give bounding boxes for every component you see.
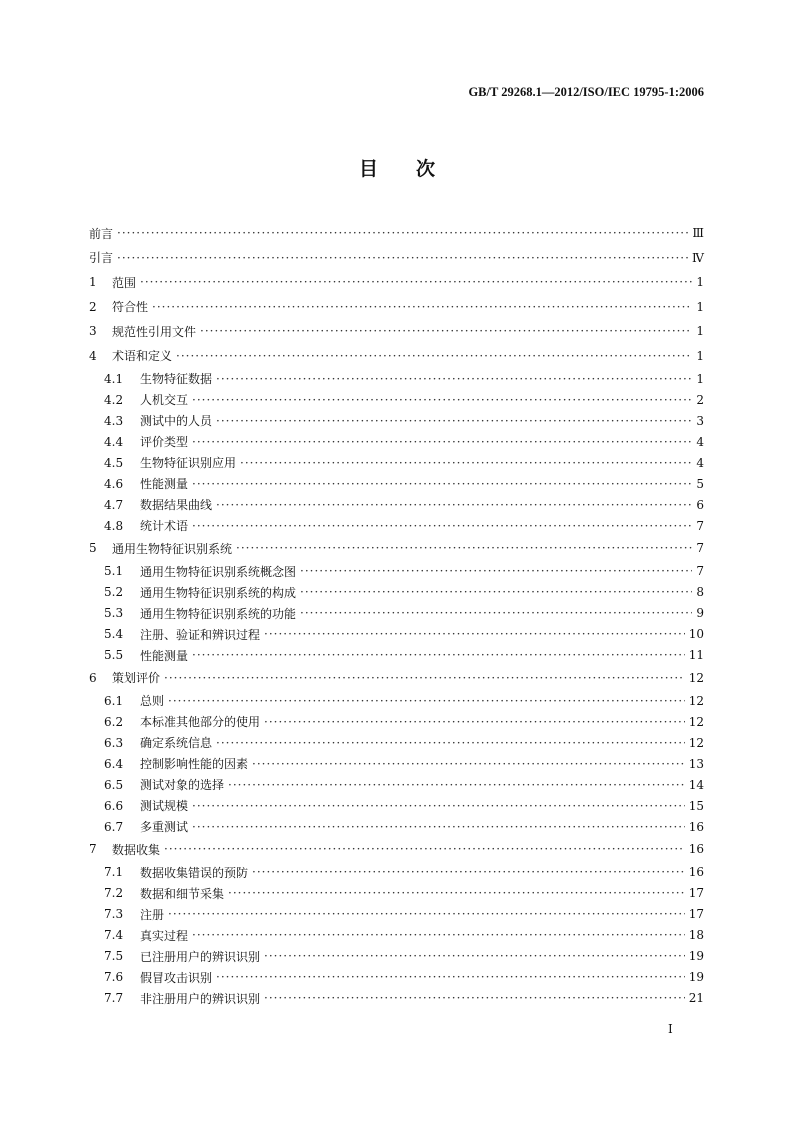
- toc-entry-title: 规范性引用文件: [112, 324, 197, 339]
- toc-entry-title: 范围: [112, 275, 137, 290]
- toc-entry-page: Ⅳ: [692, 250, 704, 265]
- toc-entry[interactable]: [89, 473, 704, 494]
- dot-leader: [216, 970, 685, 984]
- toc-entry-page: 12: [688, 693, 704, 708]
- toc-entry-number: 4.1: [104, 371, 124, 386]
- toc-entry-number: 1: [89, 275, 97, 290]
- toc-entry-title: 控制影响性能的因素: [140, 757, 249, 771]
- dot-leader: [192, 928, 685, 942]
- toc-entry-number: 4.8: [104, 518, 124, 533]
- dot-leader: [168, 907, 685, 921]
- toc-entry-number: 5.1: [104, 564, 124, 578]
- dot-leader: [192, 799, 685, 813]
- toc-entry[interactable]: [89, 862, 704, 883]
- toc-entry-number: 4.2: [104, 392, 124, 407]
- dot-leader: [152, 300, 692, 314]
- dot-leader: [216, 498, 692, 512]
- dot-leader: [240, 456, 692, 470]
- toc-entry-title: 非注册用户的辨识识别: [140, 991, 261, 1006]
- toc-entry-number: 4.5: [104, 455, 124, 470]
- toc-entry[interactable]: [89, 904, 704, 925]
- dot-leader: [192, 820, 685, 834]
- toc-entry-number: 6.6: [104, 798, 124, 813]
- toc-entry-number: 4.3: [104, 413, 124, 428]
- toc-entry[interactable]: [89, 582, 704, 603]
- toc-entry-title: 通用生物特征识别系统: [112, 541, 233, 556]
- toc-entry-page: 7: [696, 541, 704, 556]
- toc-entry-page: Ⅲ: [692, 226, 704, 241]
- toc-entry-title: 生物特征识别应用: [140, 456, 237, 470]
- toc-entry[interactable]: [89, 925, 704, 946]
- toc-entry-title: 测试规模: [140, 799, 189, 813]
- toc-entry[interactable]: [89, 344, 704, 369]
- toc-entry[interactable]: [89, 988, 704, 1009]
- toc-entry-number: 6.5: [104, 777, 124, 792]
- toc-entry-title: 测试对象的选择: [140, 778, 225, 792]
- toc-entry-title: 性能测量: [140, 648, 189, 663]
- toc-entry[interactable]: [89, 795, 704, 816]
- toc-entry[interactable]: [89, 753, 704, 774]
- toc-entry-number: 7.4: [104, 928, 124, 942]
- toc-entry-number: 6.2: [104, 714, 124, 729]
- toc-entry-number: 6.3: [104, 735, 124, 750]
- dot-leader: [140, 275, 692, 289]
- toc-entry-page: 17: [688, 886, 704, 900]
- toc-entry-title: 已注册用户的辨识识别: [140, 949, 261, 964]
- toc-entry-page: 11: [688, 648, 704, 662]
- toc-entry[interactable]: [89, 368, 704, 389]
- dot-leader: [168, 694, 685, 708]
- toc-entry-number: 6.4: [104, 756, 124, 771]
- dot-leader: [228, 778, 685, 792]
- dot-leader: [117, 251, 688, 265]
- toc-entry-number: 4.4: [104, 434, 124, 449]
- toc-entry-title: 总则: [140, 694, 165, 708]
- toc-entry-title: 真实过程: [140, 928, 189, 943]
- toc-entry-number: 5.2: [104, 585, 124, 599]
- toc-entry-number: 5: [89, 541, 97, 556]
- toc-entry-title: 测试中的人员: [140, 414, 213, 428]
- toc-entry[interactable]: [89, 666, 704, 691]
- toc-entry-page: 4: [696, 434, 704, 449]
- toc-entry-number: 7.5: [104, 949, 124, 963]
- dot-leader: [264, 949, 685, 963]
- toc-entry-page: 1: [696, 371, 704, 386]
- toc-entry-title: 人机交互: [140, 393, 189, 407]
- toc-entry-page: 16: [688, 865, 704, 879]
- toc-entry-title: 多重测试: [140, 820, 189, 834]
- toc-entry[interactable]: [89, 515, 704, 536]
- toc-entry-number: 7: [89, 842, 97, 857]
- dot-leader: [164, 671, 685, 685]
- toc-entry-page: 12: [688, 670, 704, 685]
- toc-entry-number: 7.7: [104, 991, 124, 1005]
- toc-entry-page: 6: [696, 497, 704, 512]
- toc-entry-number: 5.3: [104, 606, 124, 620]
- toc-entry[interactable]: [89, 967, 704, 988]
- dot-leader: [300, 564, 692, 578]
- toc-entry[interactable]: [89, 295, 704, 320]
- standard-number: GB/T 29268.1—2012/ISO/IEC 19795-1:2006: [468, 85, 704, 99]
- toc-entry-number: 4.6: [104, 476, 124, 491]
- toc-entry-page: 12: [688, 735, 704, 750]
- toc-entry-title: 性能测量: [140, 477, 189, 491]
- toc-entry-page: 1: [696, 275, 704, 290]
- toc-entry-number: 5.4: [104, 627, 124, 641]
- toc-entry-page: 21: [688, 991, 704, 1005]
- toc-entry-title: 术语和定义: [112, 349, 173, 364]
- toc-entry[interactable]: [89, 732, 704, 753]
- toc-entry-number: 7.6: [104, 970, 124, 984]
- dot-leader: [200, 324, 692, 338]
- dot-leader: [192, 648, 685, 662]
- toc-entry-number: 4.7: [104, 497, 124, 512]
- toc-entry-page: 19: [688, 949, 704, 963]
- dot-leader: [264, 715, 685, 729]
- toc-entry-title: 数据和细节采集: [140, 886, 225, 901]
- toc-entry-title: 本标准其他部分的使用: [140, 715, 261, 729]
- toc-entry-number: 3: [89, 324, 97, 339]
- toc-entry-number: 6.7: [104, 819, 124, 834]
- toc-entry-number: 6: [89, 670, 97, 685]
- toc-entry-title: 生物特征数据: [140, 372, 213, 386]
- toc-entry-page: 12: [688, 714, 704, 729]
- toc-entry-page: 3: [696, 413, 704, 428]
- toc-entry[interactable]: [89, 410, 704, 431]
- toc-entry[interactable]: [89, 494, 704, 515]
- toc-entry-title: 注册: [140, 907, 165, 922]
- toc-entry-page: 4: [696, 455, 704, 470]
- toc-entry-page: 7: [696, 564, 704, 578]
- toc-entry-number: 4: [89, 348, 97, 363]
- dot-leader: [264, 627, 685, 641]
- toc-entry-page: 14: [688, 777, 704, 792]
- toc-entry-page: 8: [696, 585, 704, 599]
- toc-entry-page: 10: [688, 627, 704, 641]
- toc-entry-page: 1: [696, 324, 704, 339]
- toc-entry-page: 19: [688, 970, 704, 984]
- dot-leader: [300, 585, 692, 599]
- toc-entry-title: 评价类型: [140, 435, 189, 449]
- toc-entry[interactable]: [89, 270, 704, 295]
- toc-entry[interactable]: [89, 690, 704, 711]
- toc-entry-number: 2: [89, 299, 97, 314]
- toc-entry-number: 7.1: [104, 865, 124, 879]
- toc-entry-page: 1: [696, 348, 704, 363]
- dot-leader: [164, 842, 685, 856]
- dot-leader: [216, 372, 692, 386]
- toc-entry[interactable]: [89, 645, 704, 666]
- toc-entry[interactable]: [89, 816, 704, 837]
- dot-leader: [228, 886, 685, 900]
- toc-entry-title: 确定系统信息: [140, 736, 213, 750]
- toc-entry[interactable]: [89, 946, 704, 967]
- toc-entry[interactable]: [89, 221, 704, 246]
- dot-leader: [216, 736, 685, 750]
- toc-entry-title: 通用生物特征识别系统概念图: [140, 564, 297, 579]
- toc-entry-title: 数据收集错误的预防: [140, 865, 249, 880]
- toc-entry[interactable]: [89, 452, 704, 473]
- toc-entry-page: 16: [688, 819, 704, 834]
- toc-entry[interactable]: [89, 883, 704, 904]
- toc-entry[interactable]: [89, 624, 704, 645]
- page-number: I: [668, 1022, 673, 1036]
- toc-entry[interactable]: [89, 389, 704, 410]
- toc-entry[interactable]: [89, 536, 704, 561]
- toc-entry[interactable]: [89, 319, 704, 344]
- dot-leader: [300, 606, 692, 620]
- toc-entry-title: 通用生物特征识别系统的构成: [140, 585, 297, 600]
- toc-entry-title: 前言: [89, 226, 114, 241]
- toc-entry[interactable]: [89, 603, 704, 624]
- toc-entry[interactable]: [89, 561, 704, 582]
- toc-entry-page: 16: [688, 842, 704, 857]
- toc-entry-title: 假冒攻击识别: [140, 970, 213, 985]
- dot-leader: [176, 349, 692, 363]
- toc-entry-title: 注册、验证和辨识过程: [140, 627, 261, 642]
- dot-leader: [252, 757, 685, 771]
- toc-entry-number: 6.1: [104, 693, 124, 708]
- toc-entry-title: 引言: [89, 251, 114, 266]
- toc-entry-title: 符合性: [112, 300, 149, 315]
- dot-leader: [216, 414, 692, 428]
- toc-entry-page: 1: [696, 299, 704, 314]
- toc-entry[interactable]: [89, 711, 704, 732]
- table-of-contents: [89, 221, 704, 1009]
- toc-entry-page: 15: [688, 798, 704, 813]
- toc-entry-page: 13: [688, 756, 704, 771]
- dot-leader: [236, 541, 692, 555]
- dot-leader: [252, 865, 685, 879]
- page-title: 目次: [358, 158, 473, 180]
- toc-entry-title: 策划评价: [112, 671, 161, 686]
- toc-entry-page: 5: [696, 476, 704, 491]
- toc-entry-number: 5.5: [104, 648, 124, 662]
- toc-entry-title: 数据结果曲线: [140, 498, 213, 512]
- toc-entry[interactable]: [89, 431, 704, 452]
- dot-leader: [192, 519, 692, 533]
- dot-leader: [192, 393, 692, 407]
- dot-leader: [192, 477, 692, 491]
- toc-entry-page: 7: [696, 518, 704, 533]
- dot-leader: [117, 226, 688, 240]
- toc-entry[interactable]: [89, 837, 704, 862]
- toc-entry[interactable]: [89, 246, 704, 271]
- toc-entry[interactable]: [89, 774, 704, 795]
- toc-entry-title: 统计术语: [140, 519, 189, 533]
- toc-entry-number: 7.2: [104, 886, 124, 900]
- dot-leader: [192, 435, 692, 449]
- toc-entry-page: 18: [688, 928, 704, 942]
- toc-entry-title: 数据收集: [112, 842, 161, 857]
- dot-leader: [264, 991, 685, 1005]
- toc-entry-page: 2: [696, 392, 704, 407]
- toc-entry-page: 9: [696, 606, 704, 620]
- toc-entry-page: 17: [688, 907, 704, 921]
- toc-entry-title: 通用生物特征识别系统的功能: [140, 606, 297, 621]
- toc-entry-number: 7.3: [104, 907, 124, 921]
